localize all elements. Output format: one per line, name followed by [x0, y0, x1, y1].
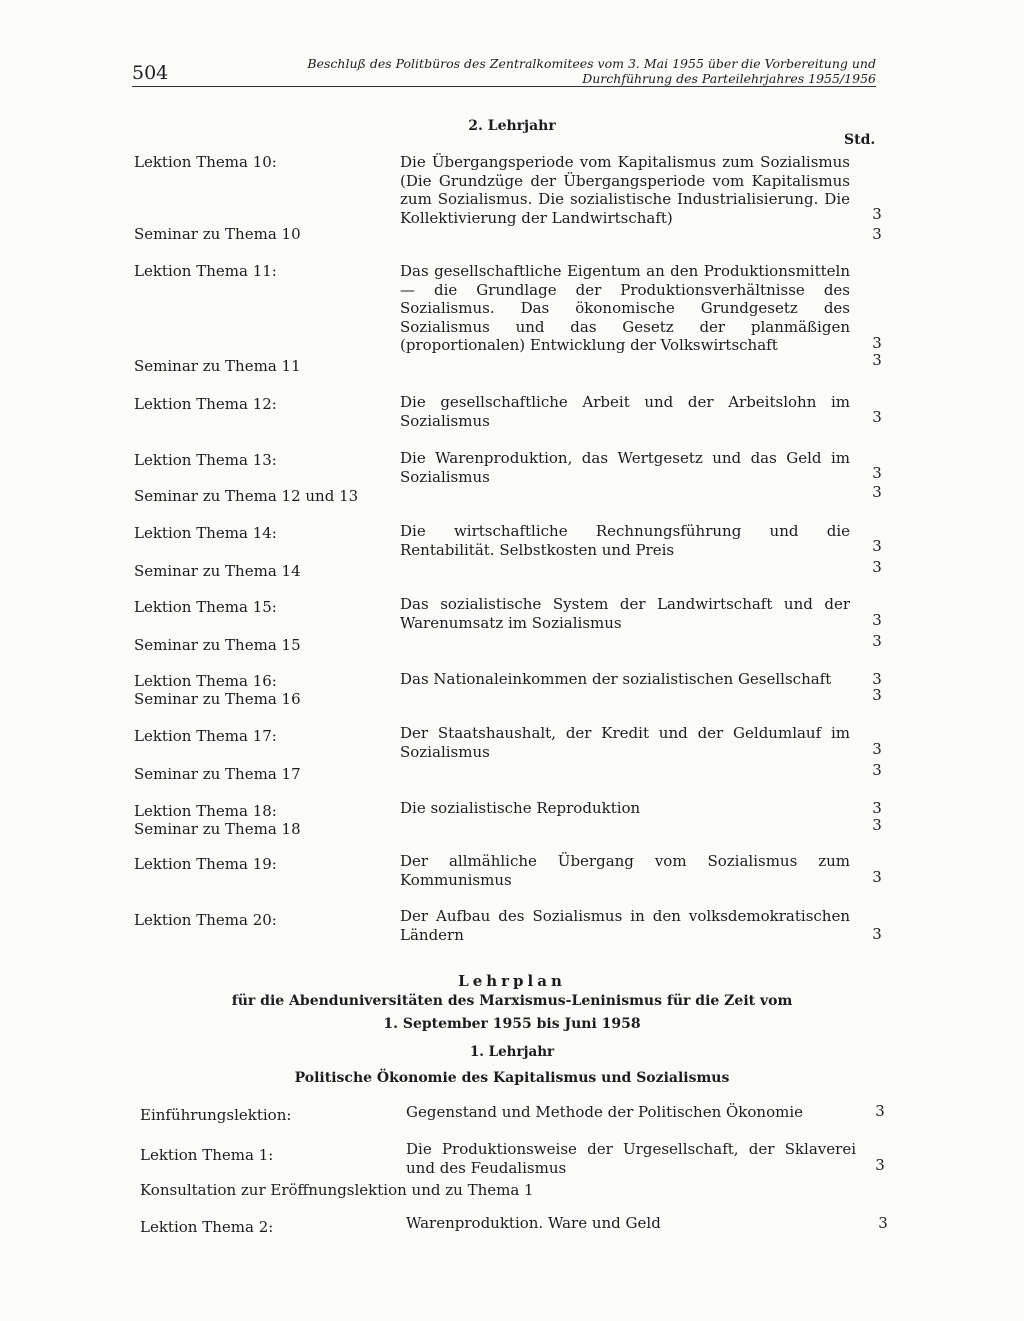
- entry-hours: 3: [872, 205, 882, 223]
- entry-hours: 3: [875, 1102, 885, 1120]
- section-heading-year-2: 2. Lehrjahr: [468, 118, 556, 134]
- entry-label: Einführungslektion:: [140, 1106, 292, 1124]
- entry-description: Der allmähliche Übergang vom Sozialismus zum Kommunismus: [400, 852, 850, 889]
- entry-label: Lektion Thema 12:: [134, 395, 277, 413]
- entry-label: Lektion Thema 20:: [134, 911, 277, 929]
- entry-label: Lektion Thema 1:: [140, 1146, 274, 1164]
- entry-description: Die sozialistische Reproduktion: [400, 799, 641, 817]
- running-head: [230, 56, 876, 86]
- entry-description: Warenproduktion. Ware und Geld: [406, 1214, 661, 1232]
- entry-label: Lektion Thema 2:: [140, 1218, 274, 1236]
- entry-label: Seminar zu Thema 12 und 13: [134, 487, 359, 505]
- entry-label: Seminar zu Thema 17: [134, 765, 301, 783]
- entry-hours: 3: [872, 632, 882, 650]
- entry-label: Seminar zu Thema 16: [134, 690, 301, 708]
- entry-description: Der Aufbau des Sozialismus in den volksdemokratischen Ländern: [400, 907, 850, 944]
- entry-hours: 3: [872, 408, 882, 426]
- entry-hours: 3: [872, 686, 882, 704]
- entry-label: Lektion Thema 18:: [134, 802, 277, 820]
- running-head-line-2: Durchführung des Parteilehrjahres 1955/1956: [582, 71, 876, 86]
- entry-description: Gegenstand und Methode der Politischen Ökonomie: [406, 1103, 804, 1121]
- page-number: 504: [132, 62, 169, 84]
- entry-hours: 3: [872, 868, 882, 886]
- subject-heading: Politische Ökonomie des Kapitalismus und Sozialismus: [294, 1070, 730, 1086]
- entry-hours: 3: [872, 670, 882, 688]
- entry-hours: 3: [872, 351, 882, 369]
- entry-hours: 3: [872, 611, 882, 629]
- entry-hours: 3: [872, 816, 882, 834]
- section-heading-year-1: 1. Lehrjahr: [469, 1044, 555, 1060]
- entry-label: Seminar zu Thema 15: [134, 636, 301, 654]
- hours-column-header: Std.: [844, 132, 876, 148]
- entry-description: Die gesellschaftliche Arbeit und der Arbeitslohn im Sozialismus: [400, 393, 850, 430]
- entry-hours: 3: [875, 1156, 885, 1174]
- entry-label: Lektion Thema 19:: [134, 855, 277, 873]
- entry-hours: 3: [872, 761, 882, 779]
- entry-hours: 3: [872, 799, 882, 817]
- entry-description: Die wirtschaftliche Rechnungsführung und die Rentabilität. Selbstkosten und Preis: [400, 522, 850, 559]
- entry-hours: 3: [872, 334, 882, 352]
- entry-label: Seminar zu Thema 18: [134, 820, 301, 838]
- entry-label: Lektion Thema 15:: [134, 598, 277, 616]
- curriculum-subtitle-line-2: 1. September 1955 bis Juni 1958: [383, 1016, 641, 1032]
- entry-label: Lektion Thema 11:: [134, 262, 277, 280]
- entry-label: Lektion Thema 16:: [134, 672, 277, 690]
- entry-hours: 3: [872, 558, 882, 576]
- entry-hours: 3: [872, 925, 882, 943]
- curriculum-title: Lehrplan: [458, 972, 566, 990]
- entry-label: Seminar zu Thema 10: [134, 225, 301, 243]
- entry-description: Das Nationaleinkommen der sozialistischen Gesellschaft: [400, 670, 832, 688]
- entry-description: Das sozialistische System der Landwirtschaft und der Warenumsatz im Sozialismus: [400, 595, 850, 632]
- entry-hours: 3: [878, 1214, 888, 1232]
- entry-label: Konsultation zur Eröffnungslektion und zu Thema 1: [140, 1181, 534, 1199]
- entry-label: Lektion Thema 14:: [134, 524, 277, 542]
- entry-description: Die Übergangsperiode vom Kapitalismus zum Sozialismus (Die Grundzüge der Übergangsperiode vom Kapitalismus zum Sozialismus. Die sozialistische Industrialisierung. Die Kollektivierung der Landwirtschaft): [400, 153, 850, 227]
- entry-hours: 3: [872, 740, 882, 758]
- entry-hours: 3: [872, 483, 882, 501]
- entry-hours: 3: [872, 537, 882, 555]
- curriculum-subtitle-line-1: für die Abenduniversitäten des Marxismus-Leninismus für die Zeit vom: [231, 993, 793, 1009]
- header-rule: [132, 86, 876, 87]
- entry-description: Das gesellschaftliche Eigentum an den Produktionsmitteln — die Grundlage der Produktionsverhältnisse des Sozialismus. Das ökonomische Grundgesetz des Sozialismus und das Gesetz der planmäßigen (proportionalen) Entwicklung der Volkswirtschaft: [400, 262, 850, 354]
- entry-hours: 3: [872, 225, 882, 243]
- entry-label: Lektion Thema 10:: [134, 153, 277, 171]
- entry-label: Lektion Thema 17:: [134, 727, 277, 745]
- entry-label: Seminar zu Thema 11: [134, 357, 301, 375]
- entry-description: Die Produktionsweise der Urgesellschaft, der Sklaverei und des Feudalismus: [406, 1140, 856, 1177]
- entry-description: Der Staatshaushalt, der Kredit und der Geldumlauf im Sozialismus: [400, 724, 850, 761]
- entry-label: Seminar zu Thema 14: [134, 562, 301, 580]
- entry-label: Lektion Thema 13:: [134, 451, 277, 469]
- entry-description: Die Warenproduktion, das Wertgesetz und das Geld im Sozialismus: [400, 449, 850, 486]
- running-head-line-1: Beschluß des Politbüros des Zentralkomitees vom 3. Mai 1955 über die Vorbereitung und: [307, 56, 876, 71]
- entry-hours: 3: [872, 464, 882, 482]
